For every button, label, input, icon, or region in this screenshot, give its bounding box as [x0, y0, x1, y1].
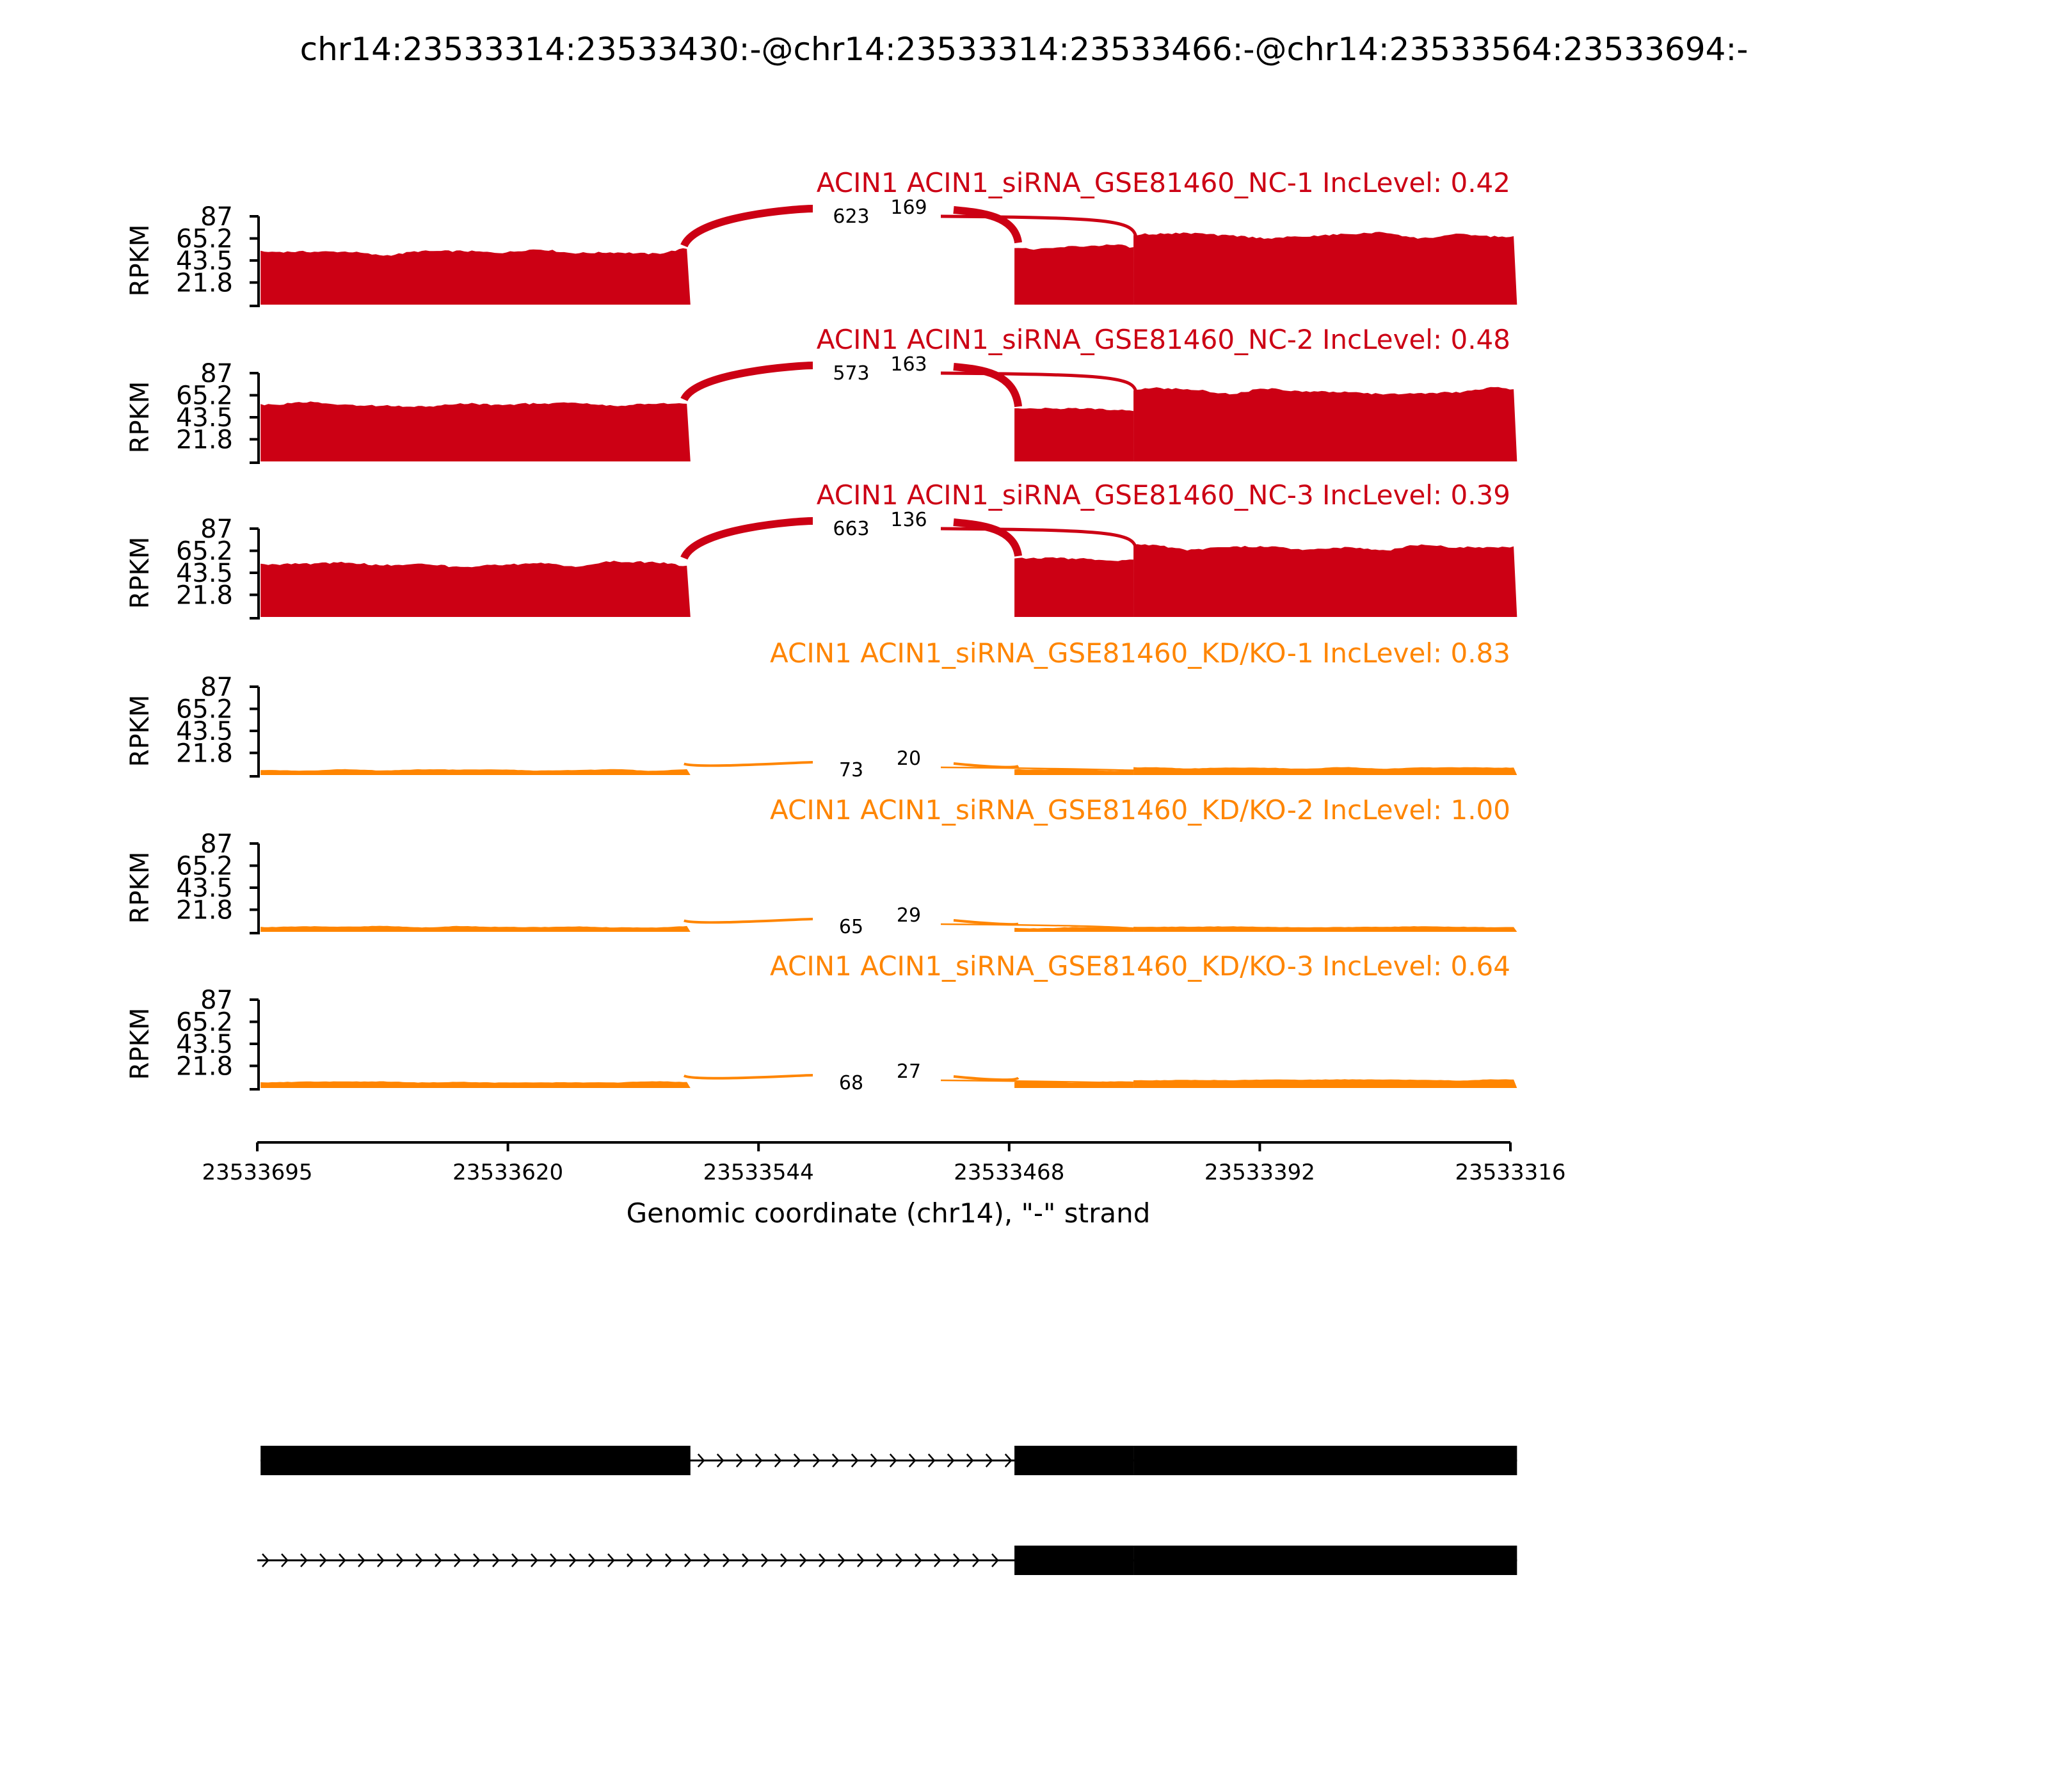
coverage-panel [125, 479, 1517, 620]
panel-title: ACIN1 ACIN1_siRNA_GSE81460_KD/KO-1 IncLevel: 0.83 [770, 637, 1510, 669]
exon-block [1133, 1546, 1517, 1575]
junction-count-label: 623 [833, 205, 870, 228]
exon-block [1014, 1546, 1133, 1575]
junction-arc [941, 529, 1136, 549]
junction-arc [954, 764, 1018, 767]
junction-count-label: 20 [896, 748, 922, 770]
coverage-exon-1 [260, 401, 691, 461]
panel-title: ACIN1 ACIN1_siRNA_GSE81460_NC-2 IncLevel: 0.48 [816, 324, 1510, 355]
y-tick-label: 21.8 [175, 1052, 233, 1082]
junction-count-label: 68 [838, 1072, 864, 1094]
junction-arc [684, 919, 813, 922]
panel-title: ACIN1 ACIN1_siRNA_GSE81460_KD/KO-2 IncLevel: 1.00 [770, 794, 1510, 826]
junction-arc [684, 521, 813, 558]
coverage-exon-2 [1014, 244, 1133, 305]
junction-arc [954, 210, 1018, 243]
panel-title: ACIN1 ACIN1_siRNA_GSE81460_KD/KO-3 IncLevel: 0.64 [770, 950, 1510, 982]
junction-arc [684, 365, 813, 399]
y-tick-label: 65.2 [175, 694, 233, 724]
y-tick-label: 87 [200, 359, 233, 388]
x-tick-label: 23533316 [1455, 1160, 1566, 1185]
junction-count-label: 663 [833, 518, 870, 540]
y-tick-label: 65.2 [175, 224, 233, 254]
coverage-exon-2 [1014, 408, 1133, 461]
coverage-exon-3 [1133, 232, 1517, 305]
junction-count-label: 27 [896, 1060, 922, 1083]
exon-block [1133, 1446, 1517, 1475]
y-axis-label: RPKM [125, 224, 155, 297]
y-tick-label: 87 [200, 673, 233, 702]
gene-model [257, 1446, 1517, 1575]
panel-title: ACIN1 ACIN1_siRNA_GSE81460_NC-1 IncLevel: 0.42 [816, 167, 1510, 198]
coverage-panels [125, 167, 1517, 1094]
y-tick-label: 43.5 [175, 717, 233, 746]
coverage-exon-1 [260, 248, 691, 305]
y-axis-label: RPKM [125, 536, 155, 609]
transcript [257, 1546, 1517, 1575]
coverage-exon-3 [1133, 926, 1517, 932]
y-tick-label: 87 [200, 829, 233, 859]
y-tick-label: 65.2 [175, 536, 233, 566]
chart-title: chr14:23533314:23533430:-@chr14:23533314:23533466:-@chr14:23533564:23533694:- [300, 31, 1748, 68]
junction-count-label: 163 [890, 353, 927, 376]
coverage-exon-3 [1133, 1079, 1517, 1088]
exon-block [260, 1446, 691, 1475]
y-tick-label: 43.5 [175, 246, 233, 276]
y-tick-label: 43.5 [175, 1030, 233, 1059]
coverage-panel [125, 167, 1517, 307]
coverage-exon-1 [260, 1081, 691, 1088]
coverage-exon-3 [1133, 387, 1517, 461]
y-tick-label: 21.8 [175, 580, 233, 611]
panel-title: ACIN1 ACIN1_siRNA_GSE81460_NC-3 IncLevel: 0.39 [816, 479, 1510, 511]
junction-count-label: 29 [896, 904, 922, 927]
junction-count-label: 73 [838, 759, 864, 781]
junction-count-label: 573 [833, 362, 870, 385]
y-axis-label: RPKM [125, 1007, 155, 1080]
y-axis-label: RPKM [125, 694, 155, 767]
y-tick-label: 65.2 [175, 1007, 233, 1037]
x-tick-label: 23533544 [703, 1160, 814, 1185]
coverage-exon-1 [260, 926, 691, 932]
x-tick-label: 23533695 [202, 1160, 313, 1185]
x-axis-label: Genomic coordinate (chr14), "-" strand [626, 1197, 1151, 1229]
coverage-exon-1 [260, 561, 691, 617]
coverage-exon-2 [1014, 557, 1133, 617]
junction-count-label: 169 [890, 196, 927, 219]
y-tick-label: 87 [200, 986, 233, 1015]
junction-count-label: 65 [838, 916, 864, 938]
junction-arc [954, 1076, 1018, 1080]
junction-arc [941, 373, 1136, 392]
exon-block [1014, 1446, 1133, 1475]
y-tick-label: 65.2 [175, 381, 233, 411]
junction-arc [684, 1075, 813, 1078]
coverage-exon-3 [1133, 767, 1517, 776]
y-tick-label: 21.8 [175, 895, 233, 925]
transcript [260, 1446, 1517, 1475]
y-tick-label: 87 [200, 515, 233, 544]
junction-count-label: 136 [890, 509, 927, 531]
y-tick-label: 43.5 [175, 559, 233, 588]
x-tick-label: 23533620 [452, 1160, 564, 1185]
y-axis-label: RPKM [125, 381, 155, 454]
coverage-exon-3 [1133, 544, 1517, 617]
coverage-exon-1 [260, 769, 691, 775]
y-tick-label: 65.2 [175, 851, 233, 881]
y-tick-label: 21.8 [175, 268, 233, 298]
y-tick-label: 21.8 [175, 739, 233, 769]
coverage-panel [125, 324, 1517, 464]
y-tick-label: 43.5 [175, 874, 233, 903]
y-axis-label: RPKM [125, 851, 155, 924]
coverage-panel [125, 950, 1517, 1094]
coverage-panel [125, 637, 1517, 781]
coverage-panel [125, 794, 1517, 938]
y-tick-label: 87 [200, 202, 233, 232]
junction-arc [941, 216, 1136, 237]
y-tick-label: 43.5 [175, 403, 233, 433]
junction-arc [684, 762, 813, 765]
y-tick-label: 21.8 [175, 425, 233, 455]
x-tick-label: 23533392 [1204, 1160, 1315, 1185]
junction-arc [684, 209, 813, 246]
x-axis [202, 1142, 1565, 1185]
x-tick-label: 23533468 [954, 1160, 1065, 1185]
